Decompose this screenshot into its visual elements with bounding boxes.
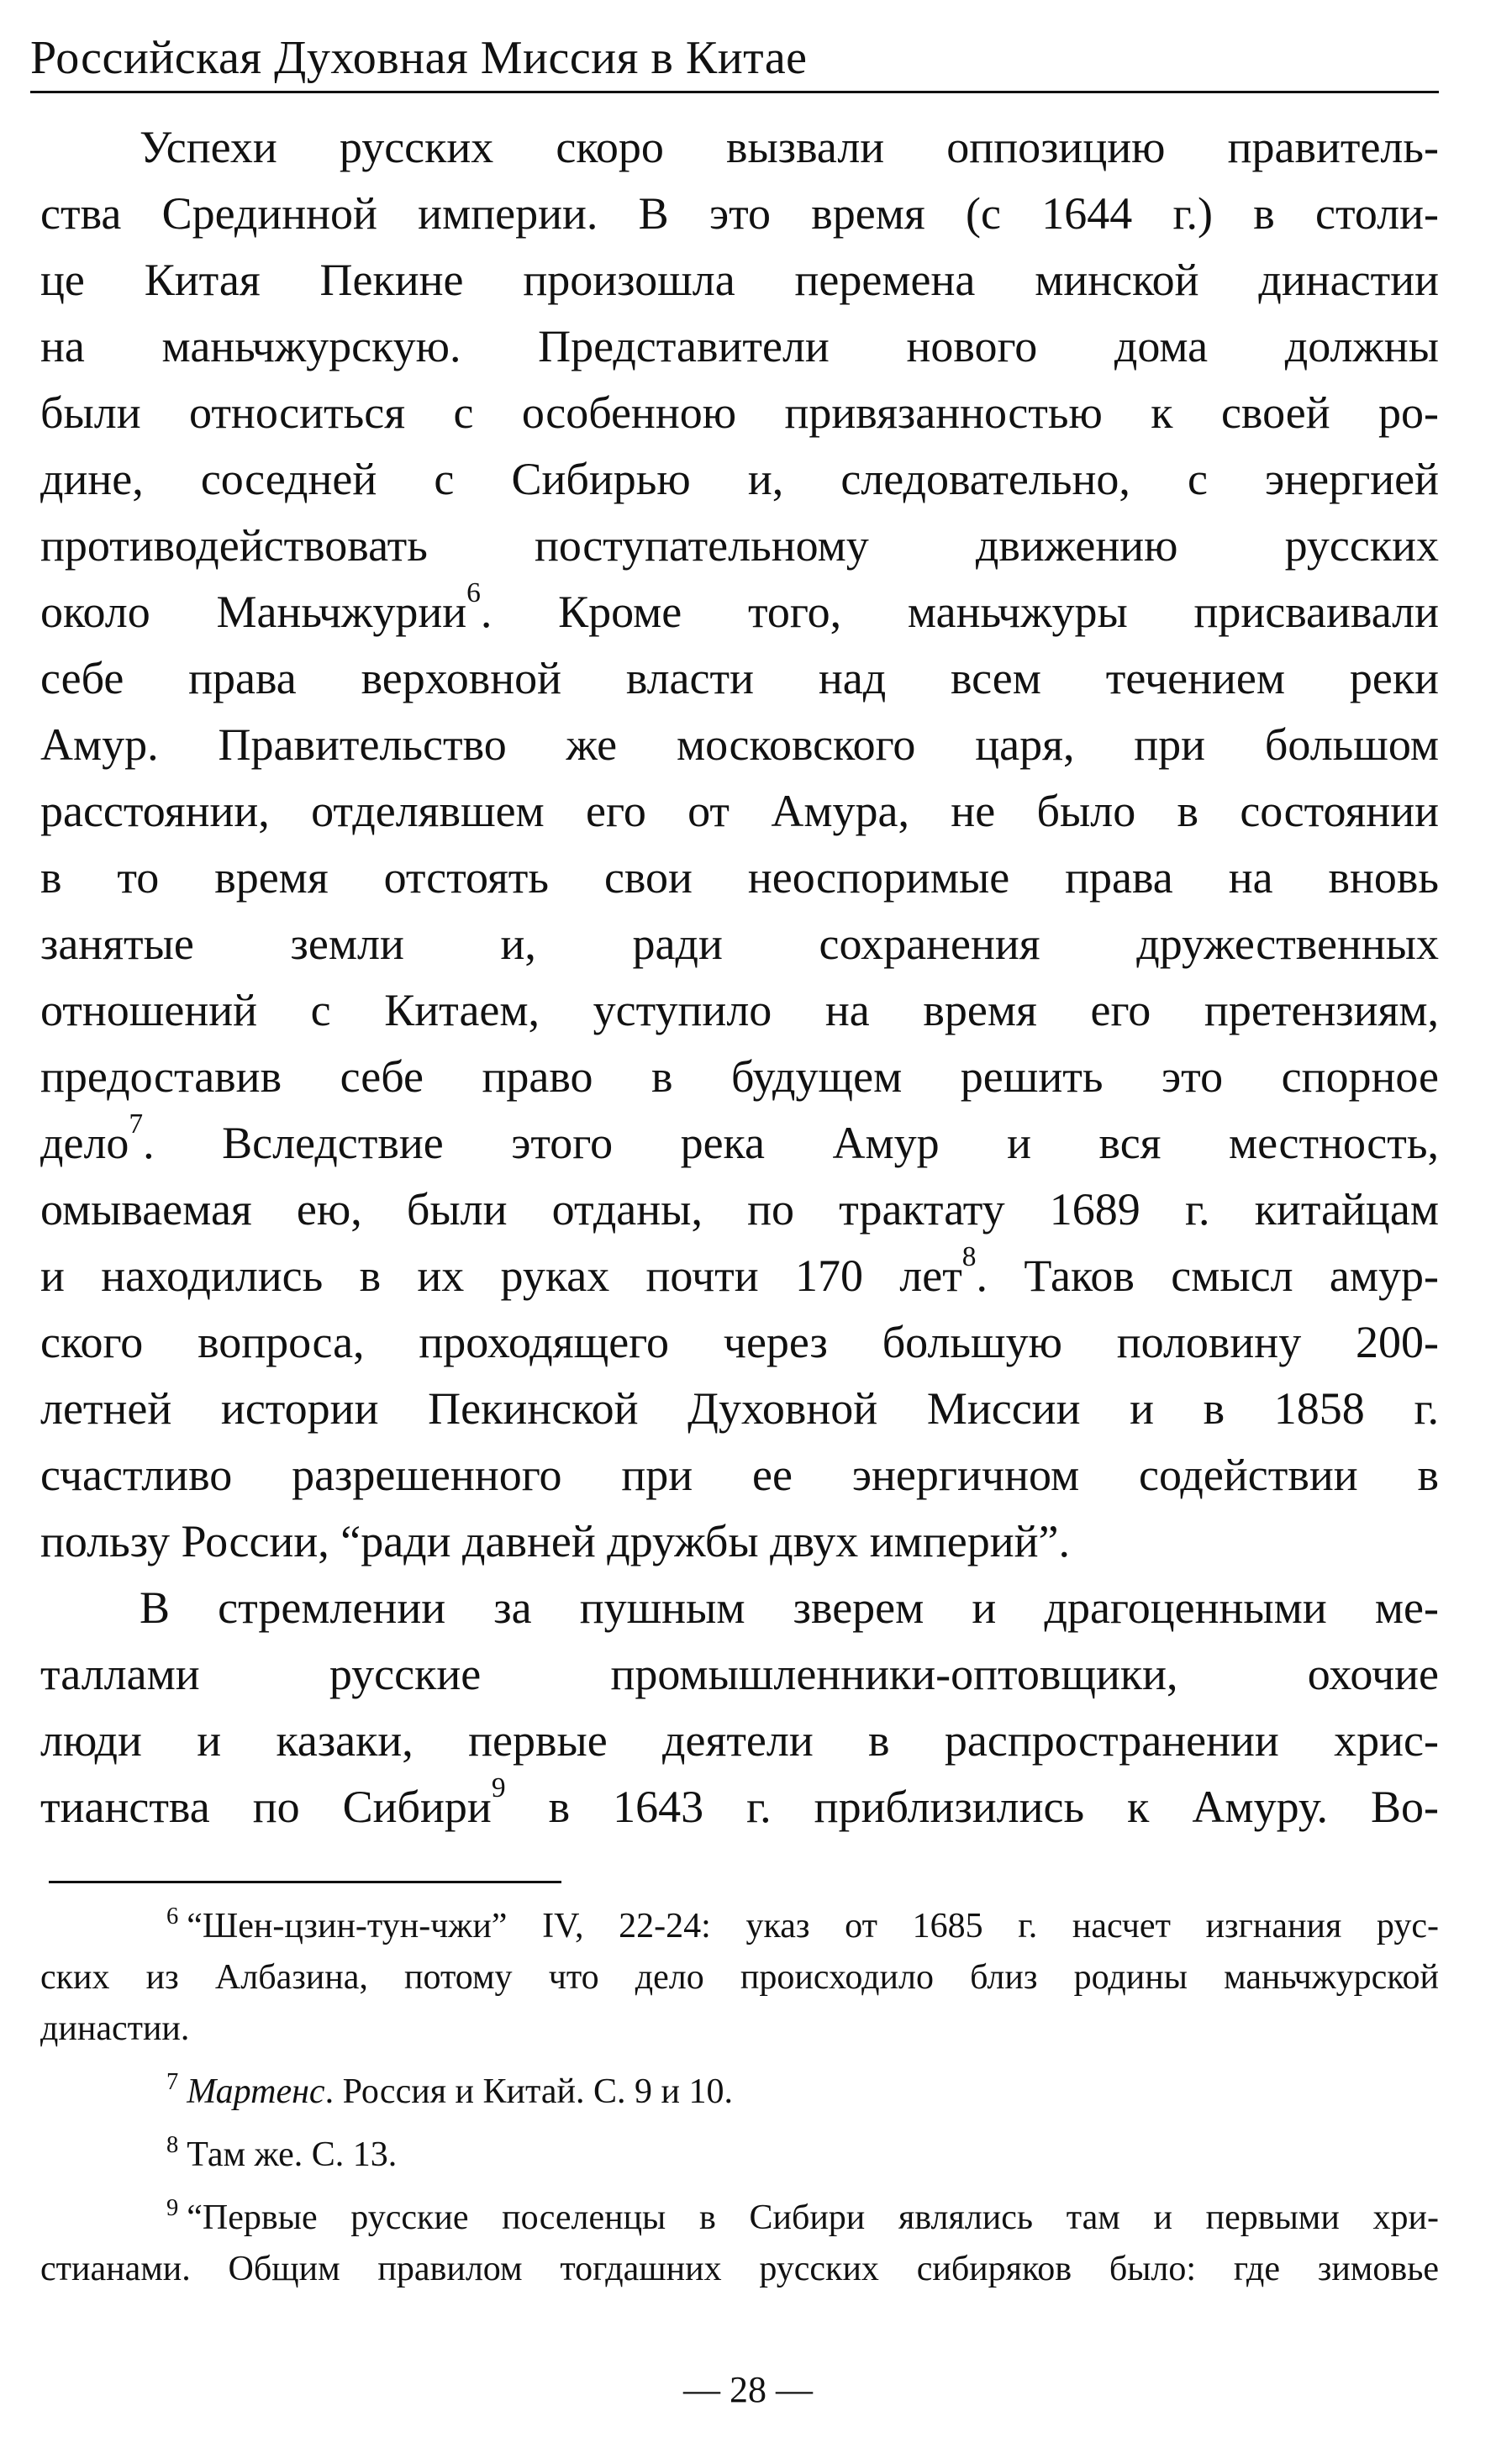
- text-line: дине, соседней с Сибирью и, следовательно, с энергией: [40, 454, 1439, 504]
- main-text: [40, 114, 1439, 1840]
- footnote-line: стианами. Общим правилом тогдашних русских сибиряков было: где зимовье: [40, 2250, 1439, 2288]
- text-line: ского вопроса, проходящего через большую половину 200-: [40, 1317, 1439, 1367]
- footnote-mark: 9: [166, 2195, 179, 2222]
- footnote-line: $^9$ “Первые русские поселенцы в Сибири являлись там и первыми хри-: [166, 2195, 1439, 2237]
- text-line: были относиться с особенною привязанностью к своей ро-: [40, 387, 1439, 438]
- paragraph-2: [40, 1575, 1439, 1840]
- running-header: Российская Духовная Миссия в Китае: [30, 32, 808, 84]
- text-line: Успехи русских скоро вызвали оппозицию правитель-: [140, 122, 1439, 172]
- text-line: дело$^7$. Вследствие этого река Амур и вся местность,: [40, 1108, 1439, 1168]
- footnote-author: Мартенс: [187, 2072, 325, 2111]
- text-line: на маньчжурскую. Представители нового дома должны: [40, 321, 1439, 371]
- text-line: противодействовать поступательному движению русских: [40, 520, 1439, 571]
- footnote-line: $^6$ “Шен-цзин-тун-чжи” IV, 22-24: указ от 1685 г. насчет изгнания рус-: [166, 1903, 1439, 1945]
- footnote-ref: 8: [961, 1240, 977, 1272]
- text-line: В стремлении за пушным зверем и драгоценными ме-: [140, 1582, 1439, 1633]
- text-line: расстоянии, отделявшем его от Амура, не было в состоянии: [40, 786, 1439, 836]
- footnotes: [40, 1901, 1439, 2307]
- text-line: Амур. Правительство же московского царя, при большом: [40, 719, 1439, 770]
- footnote-6: [40, 1901, 1439, 2055]
- footnote-mark: 6: [166, 1903, 179, 1930]
- page-number: — 28 —: [683, 2369, 813, 2410]
- text-line: омываемая ею, были отданы, по трактату 1689 г. китайцам: [40, 1184, 1439, 1235]
- footnote-separator: [49, 1881, 561, 1883]
- header-rule: [30, 91, 1439, 93]
- text-line: тианства по Сибири$^9$ в 1643 г. приблизились к Амуру. Во-: [40, 1772, 1439, 1832]
- text-line: и находились в их руках почти 170 лет$^8$. Таков смысл амур-: [40, 1240, 1439, 1301]
- footnote-line: $^7$ Мартенс. Россия и Китай. С. 9 и 10.: [166, 2069, 733, 2111]
- text-line: в то время отстоять свои неоспоримые права на вновь: [40, 852, 1439, 903]
- text-line: отношений с Китаем, уступило на время его претензиям,: [40, 985, 1439, 1035]
- text-line: занятые земли и, ради сохранения дружественных: [40, 919, 1439, 969]
- text-line: около Маньчжурии$^6$. Кроме того, маньчжуры присваивали: [40, 577, 1439, 637]
- footnote-ref: 7: [129, 1108, 144, 1140]
- text-line: це Китая Пекине произошла перемена минской династии: [40, 255, 1439, 305]
- footnote-ref: 9: [491, 1772, 506, 1803]
- footnote-line: династии.: [40, 2009, 190, 2048]
- footnote-ref: 6: [466, 577, 481, 608]
- text-line: летней истории Пекинской Духовной Миссии и в 1858 г.: [40, 1383, 1439, 1434]
- footnote-line: ских из Албазина, потому что дело происходило близ родины маньчжурской: [40, 1958, 1439, 1997]
- text-line: таллами русские промышленники-оптовщики, охочие: [40, 1649, 1439, 1699]
- footnote-7: [40, 2066, 1439, 2118]
- text-line: пользу России, “ради давней дружбы двух империй”.: [40, 1516, 1070, 1566]
- footnote-9: [40, 2193, 1439, 2295]
- footnote-mark: 8: [166, 2132, 179, 2159]
- text-line: ства Срединной империи. В это время (с 1644 г.) в столи-: [40, 188, 1439, 239]
- footnote-line: $^8$ Там же. С. 13.: [166, 2132, 398, 2174]
- footnote-8: [40, 2130, 1439, 2181]
- footnote-mark: 7: [166, 2069, 179, 2096]
- text-line: счастливо разрешенного при ее энергичном содействии в: [40, 1450, 1439, 1500]
- text-line: люди и казаки, первые деятели в распространении хрис-: [40, 1715, 1439, 1766]
- paragraph-1: [40, 114, 1439, 1575]
- text-line: предоставив себе право в будущем решить это спорное: [40, 1051, 1439, 1102]
- text-line: себе права верховной власти над всем течением реки: [40, 653, 1439, 703]
